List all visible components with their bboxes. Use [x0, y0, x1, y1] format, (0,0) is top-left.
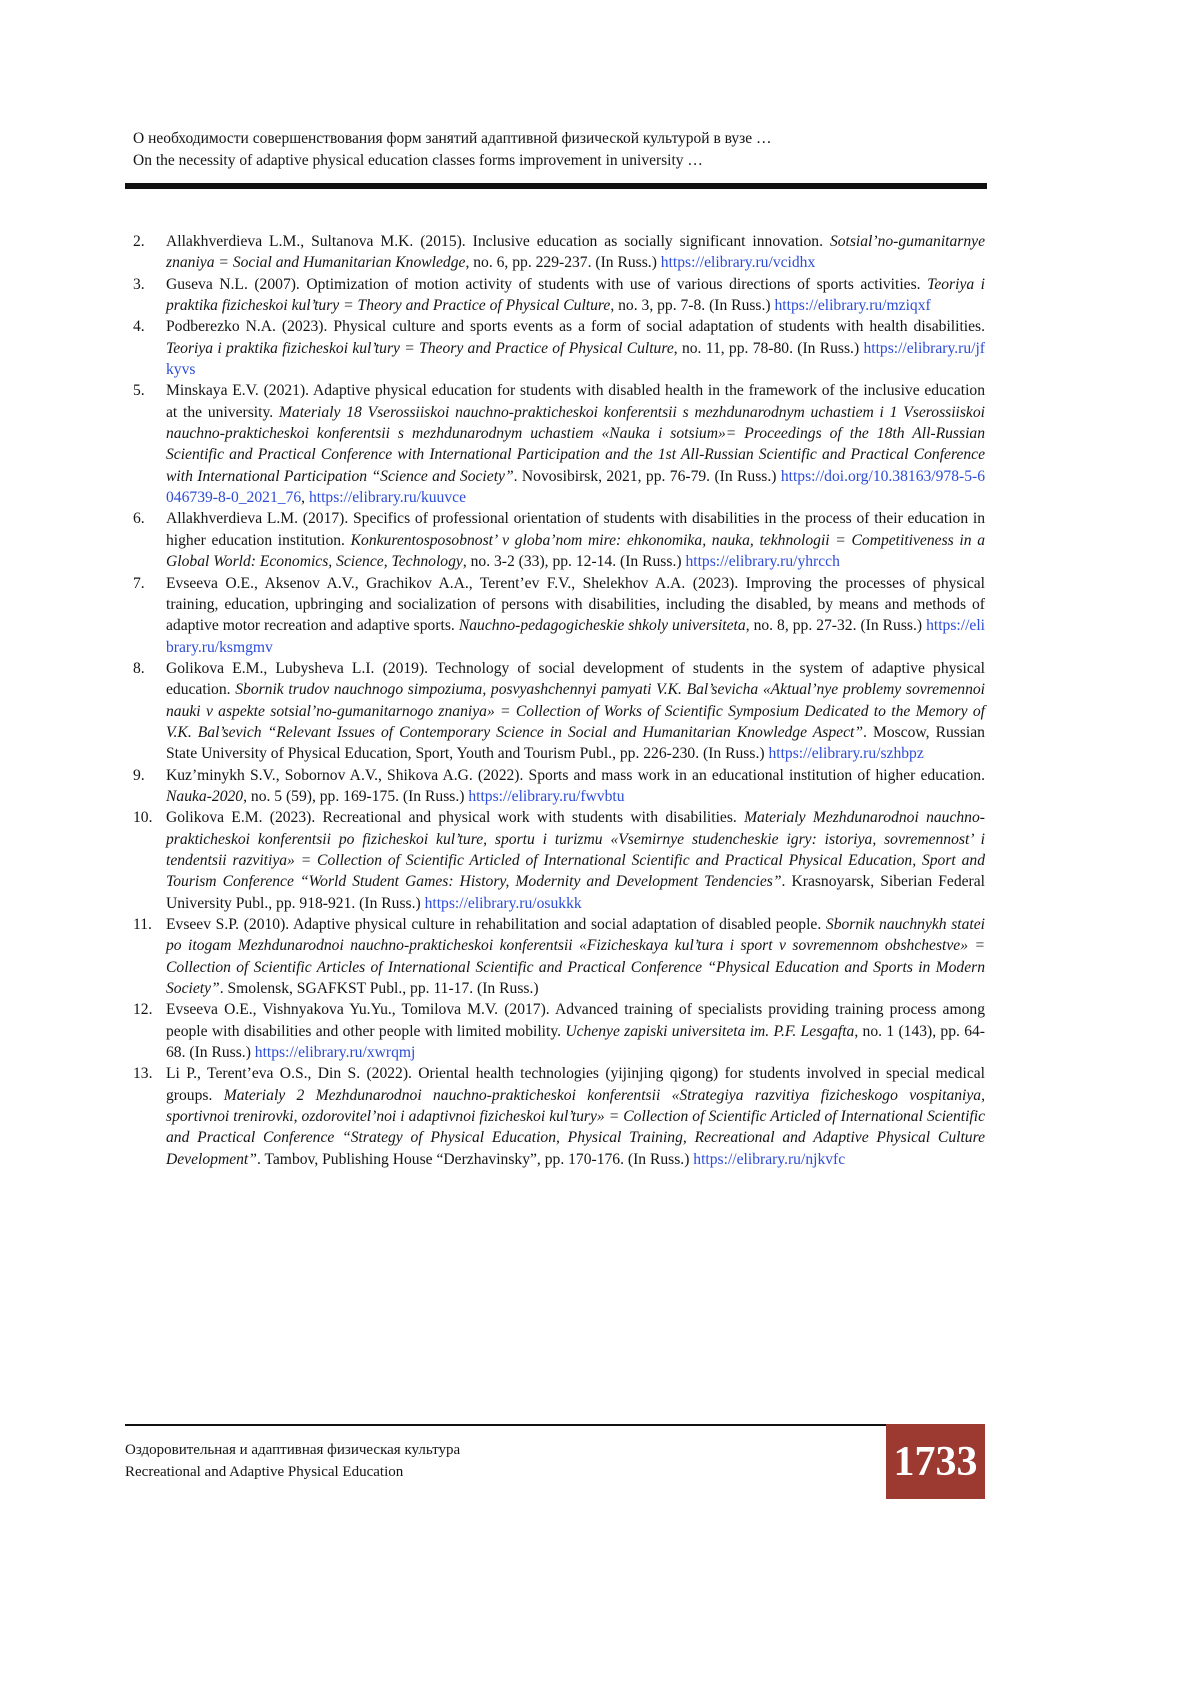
reference-number: 9. — [133, 766, 145, 784]
running-head — [133, 128, 985, 172]
reference-text — [166, 573, 985, 658]
reference-text — [166, 999, 985, 1063]
reference-link[interactable]: https://doi.org/10.38163/978-5-6046739-8-0_2021_76 — [166, 467, 985, 507]
reference-text — [166, 380, 985, 508]
reference-item — [133, 231, 985, 274]
reference-number: 13. — [133, 1065, 153, 1083]
reference-text-segment: . Tambov, Publishing House “Derzhavinsky”, pp. 170-176. (In Russ.) — [256, 1150, 694, 1168]
reference-text-segment: Guseva N.L. (2007). Optimization of motion activity of students with use of various directions of sports activities. — [166, 275, 928, 293]
reference-text — [166, 1063, 985, 1170]
reference-text-segment: , no. 3-2 (33), pp. 12-14. (In Russ.) — [462, 553, 686, 571]
reference-item — [133, 316, 985, 380]
reference-link[interactable]: https://elibrary.ru/ksmgmv — [166, 617, 985, 656]
reference-text — [166, 274, 985, 317]
reference-item — [133, 274, 985, 317]
footer-section-ru: Оздоровительная и адаптивная физическая культура — [125, 1442, 461, 1458]
reference-number: 2. — [133, 233, 145, 250]
reference-number: 11. — [133, 916, 152, 933]
reference-source-title: Sbornik trudov nauchnogo simpoziuma, posvyashchennyi pamyati V.K. Bal’sevicha «Aktual’nye problemy sovremennoi nauki v aspekte sotsial’no-gumanitarnogo znaniya» = Collection of Works of Scientific Symposium Dedicated to the Memory of V.K. Bal’sevich “Relevant Issues of Contemporary Science in Social and Humanitarian Knowledge Aspect” — [166, 681, 985, 741]
reference-text — [166, 316, 985, 380]
reference-source-title: Uchenye zapiski universiteta im. P.F. Lesgafta — [565, 1022, 855, 1040]
reference-source-title: Materialy 18 Vserossiiskoi nauchno-prakticheskoi konferentsii s mezhdunarodnym uchastiem i 1 Vserossiiskoi nauchno-prakticheskoi konferentsii s mezhdunarodnym uchastiem «Nauka i sotsium»= Proceedings of the 18th All-Russian Scientific and Practical Conference with International Participation and the 1st All-Russian Scientific and Practical Conference with International Participation “Science and Society” — [166, 403, 985, 485]
footer-section-en: Recreational and Adaptive Physical Education — [125, 1464, 404, 1480]
running-head-title-ru: О необходимости совершенствования форм занятий адаптивной физической культурой в вузе … — [133, 130, 772, 147]
reference-source-title: Sbornik nauchnykh statei po itogam Mezhdunarodnoi nauchno-prakticheskoi konferentsii «Fizicheskaya kul’tura i sport v sovremennom obshchestve» = Collection of Scientific Articles of International Scientific and Practical Conference “Physical Education and Sports in Modern Society” — [166, 916, 985, 998]
reference-text-segment: Kuz’minykh S.V., Sobornov A.V., Shikova A.G. (2022). Sports and mass work in an educational institution of higher education. — [166, 766, 985, 784]
reference-source-title: Teoriya i praktika fizicheskoi kul’tury = Theory and Practice of Physical Culture — [166, 339, 674, 357]
running-head-title-en: On the necessity of adaptive physical education classes forms improvement in university … — [133, 152, 703, 169]
reference-source-title: Nauchno-pedagogicheskie shkoly universiteta — [458, 617, 746, 635]
reference-text-segment: , no. 5 (59), pp. 169-175. (In Russ.) — [243, 787, 469, 805]
reference-number: 10. — [133, 809, 153, 827]
references-list — [133, 231, 985, 1170]
reference-number: 6. — [133, 510, 145, 528]
reference-text-segment: . Moscow, Russian State University of Physical Education, Sport, Youth and Tourism Publ., pp. 226-230. (In Russ.) — [166, 723, 985, 763]
reference-text — [166, 807, 985, 914]
reference-text-segment: Podberezko N.A. (2023). Physical culture and sports events as a form of social adaptation of students with health disabilities. — [166, 318, 985, 336]
reference-link[interactable]: https://elibrary.ru/fwvbtu — [468, 787, 625, 805]
reference-text-segment: , — [301, 489, 309, 507]
reference-text — [166, 658, 985, 765]
reference-item — [133, 765, 985, 808]
page-footer — [125, 1424, 985, 1499]
reference-text-segment: Golikova E.M., Lubysheva L.I. (2019). Technology of social development of students in the system of adaptive physical education. — [166, 659, 985, 699]
reference-text-segment: , no. 11, pp. 78-80. (In Russ.) — [673, 339, 864, 357]
reference-item — [133, 914, 985, 999]
reference-link[interactable]: https://elibrary.ru/xwrqmj — [254, 1044, 416, 1062]
reference-item — [133, 508, 985, 572]
page-number-badge — [886, 1424, 985, 1499]
reference-item — [133, 807, 985, 914]
reference-text-segment: . Novosibirsk, 2021, pp. 76-79. (In Russ.) — [513, 467, 781, 485]
reference-link[interactable]: https://elibrary.ru/yhrcch — [685, 553, 840, 571]
reference-text-segment: . Smolensk, SGAFKST Publ., pp. 11-17. (In Russ.) — [219, 980, 539, 998]
reference-text-segment: Minskaya E.V. (2021). Adaptive physical education for students with disabled health in the framework of the inclusive education at the university. — [166, 382, 985, 421]
reference-source-title: Sotsial’no-gumanitarnye znaniya = Social and Humanitarian Knowledge — [166, 233, 985, 272]
reference-text-segment: , no. 3, pp. 7-8. (In Russ.) — [610, 297, 775, 315]
reference-link[interactable]: https://elibrary.ru/mziqxf — [774, 297, 931, 315]
reference-link[interactable]: https://elibrary.ru/osukkk — [424, 894, 582, 912]
reference-text — [166, 508, 985, 572]
reference-link[interactable]: https://elibrary.ru/vcidhx — [660, 254, 816, 272]
reference-number: 3. — [133, 275, 145, 293]
reference-number: 4. — [133, 318, 145, 336]
reference-text-segment: , no. 1 (143), pp. 64-68. (In Russ.) — [166, 1022, 986, 1062]
reference-text-segment: . Krasnoyarsk, Siberian Federal University Publ., pp. 918-921. (In Russ.) — [166, 873, 985, 912]
reference-text-segment: Evseeva O.E., Aksenov A.V., Grachikov A.A., Terent’ev F.V., Shelekhov A.A. (2023). Improving the processes of physical training, education, upbringing and socialization of persons with disabilities, including the disabled, by means and methods of adaptive motor recreation and adaptive sports. — [166, 574, 985, 635]
reference-link[interactable]: https://elibrary.ru/szhbpz — [768, 745, 924, 763]
reference-text-segment: , no. 8, pp. 27-32. (In Russ.) — [745, 617, 927, 635]
page-number: 1733 — [893, 1438, 978, 1485]
reference-item — [133, 999, 985, 1063]
reference-source-title: Konkurentosposobnost’ v globa’nom mire: ehkonomika, nauka, tekhnologii = Competitiveness in a Global World: Economics, Science, Technology — [166, 531, 985, 571]
reference-item — [133, 1063, 985, 1170]
reference-text-segment: Evseeva O.E., Vishnyakova Yu.Yu., Tomilova M.V. (2017). Advanced training of specialists providing training process among people with disabilities and other people with limited mobility. — [166, 1001, 985, 1040]
reference-source-title: Teoriya i praktika fizicheskoi kul’tury = Theory and Practice of Physical Culture — [166, 275, 985, 315]
reference-source-title: Nauka-2020 — [166, 787, 244, 805]
reference-text — [166, 231, 985, 274]
footer-section — [125, 1424, 886, 1483]
reference-text-segment: Li P., Terent’eva O.S., Din S. (2022). Oriental health technologies (yijinjing qigong) for students involved in special medical groups. — [166, 1065, 985, 1104]
reference-number: 5. — [133, 382, 145, 400]
reference-link[interactable]: https://elibrary.ru/njkvfc — [693, 1150, 846, 1168]
reference-text — [166, 765, 985, 808]
reference-number: 12. — [133, 1001, 153, 1019]
reference-text-segment: Allakhverdieva L.M., Sultanova M.K. (2015). Inclusive education as socially significant innovation. — [166, 233, 830, 250]
reference-link[interactable]: https://elibrary.ru/jfkyvs — [166, 339, 985, 379]
reference-text — [166, 914, 985, 999]
reference-number: 7. — [133, 574, 145, 592]
reference-number: 8. — [133, 659, 145, 677]
reference-item — [133, 658, 985, 765]
reference-text-segment: Evseev S.P. (2010). Adaptive physical culture in rehabilitation and social adaptation of disabled people. — [166, 916, 826, 933]
header-double-rule — [125, 183, 987, 189]
reference-text-segment: , no. 6, pp. 229-237. (In Russ.) — [465, 254, 661, 272]
reference-source-title: Materialy 2 Mezhdunarodnoi nauchno-prakticheskoi konferentsii «Strategiya razvitiya fizicheskogo vospitaniya, sportivnoi trenirovki, ozdorovitel’noi i adaptivnoi fizicheskoi kul’tury» = Collection of Scientific Articled of International Scientific and Practical Conference “Strategy of Physical Education, Physical Training, Recreational and Adaptive Physical Culture Development” — [166, 1086, 986, 1168]
reference-item — [133, 380, 985, 508]
reference-item — [133, 573, 985, 658]
reference-text-segment: Golikova E.M. (2023). Recreational and physical work with students with disabilities. — [166, 809, 745, 827]
reference-link[interactable]: https://elibrary.ru/kuuvce — [308, 489, 466, 507]
reference-source-title: Materialy Mezhdunarodnoi nauchno-prakticheskoi konferentsii po fizicheskoi kul’ture, sportu i turizmu «Vsemirnye studencheskie igry: istoriya, sovremennost’ i tendentsii razvitiya» = Collection of Scientific Articled of International Scientific and Practical Physical Education, Sport and Tourism Conference “World Student Games: History, Modernity and Development Tendencies” — [166, 809, 985, 891]
reference-text-segment: Allakhverdieva L.M. (2017). Specifics of professional orientation of students with disabilities in the process of their education in higher education institution. — [166, 510, 985, 549]
